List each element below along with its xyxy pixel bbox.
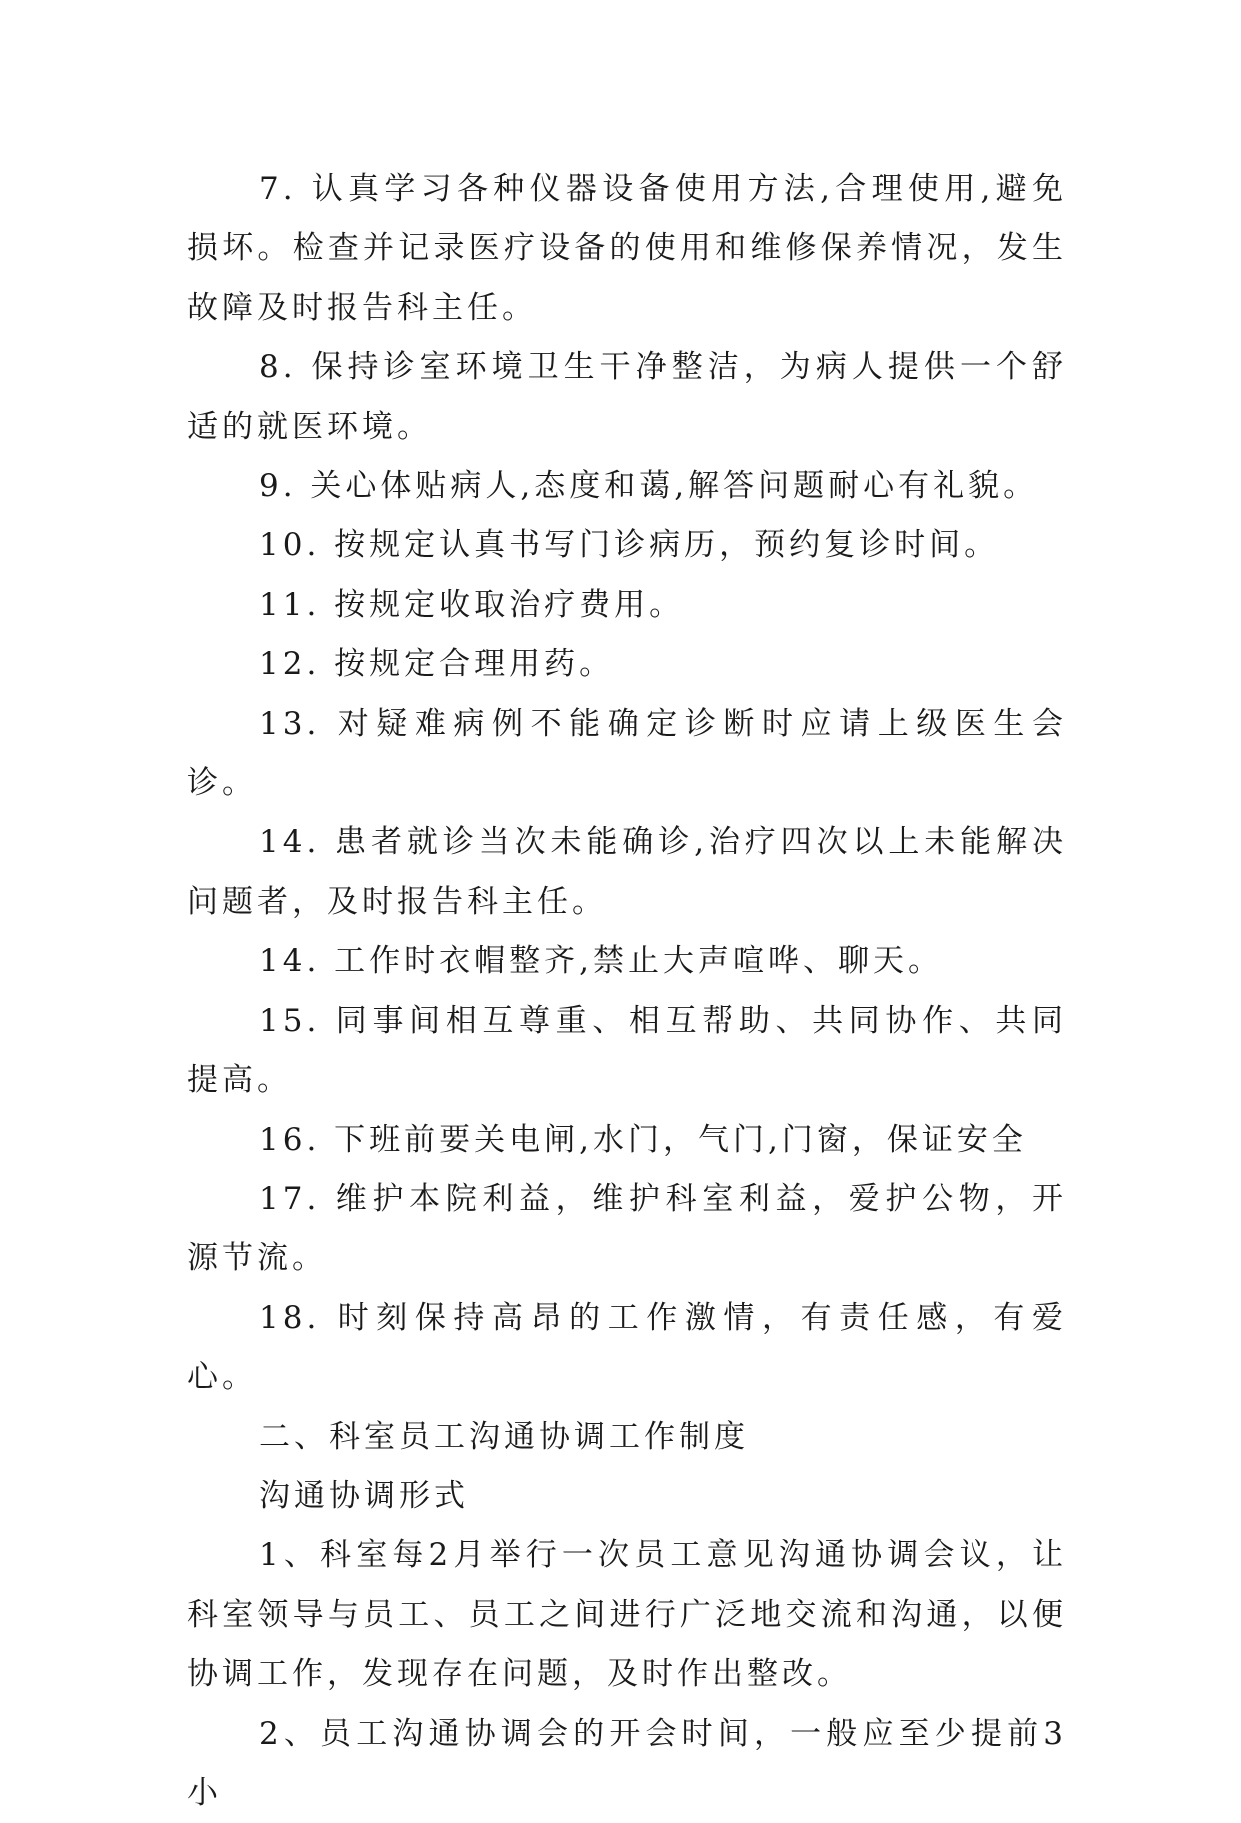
- paragraph-rule-2: 2、员工沟通协调会的开会时间，一般应至少提前3小: [187, 1715, 1067, 1811]
- paragraph-item-16: 16. 下班前要关电闸,水门，气门,门窗，保证安全: [259, 1121, 1027, 1158]
- subsection-heading: 沟通协调形式: [259, 1477, 469, 1514]
- paragraph-rule-1: 1、科室每2月举行一次员工意见沟通协调会议，让科室领导与员工、员工之间进行广泛地交流和沟通，以便协调工作，发现存在问题，及时作出整改。: [187, 1537, 1067, 1693]
- paragraph-item-7: 7. 认真学习各种仪器设备使用方法,合理使用,避免损坏。检查并记录医疗设备的使用和维修保养情况，发生故障及时报告科主任。: [187, 171, 1067, 326]
- paragraph-item-9: 9. 关心体贴病人,态度和蔼,解答问题耐心有礼貌。: [259, 468, 1039, 505]
- section-heading: 二、科室员工沟通协调工作制度: [259, 1418, 749, 1455]
- document-body: [187, 160, 1067, 1823]
- paragraph-item-12: 12. 按规定合理用药。: [259, 646, 615, 683]
- paragraph-item-8: 8. 保持诊室环境卫生干净整洁，为病人提供一个舒适的就医环境。: [187, 349, 1067, 445]
- paragraph-item-13: 13. 对疑难病例不能确定诊断时应请上级医生会诊。: [187, 705, 1067, 802]
- paragraph-item-10: 10. 按规定认真书写门诊病历，预约复诊时间。: [259, 527, 1000, 564]
- paragraph-item-15: 15. 同事间相互尊重、相互帮助、共同协作、共同提高。: [187, 1002, 1067, 1099]
- paragraph-item-14b: 14. 工作时衣帽整齐,禁止大声喧哗、聊天。: [259, 943, 944, 980]
- paragraph-item-17: 17. 维护本院利益，维护科室利益，爱护公物，开源节流。: [187, 1180, 1067, 1277]
- paragraph-item-11: 11. 按规定收取治疗费用。: [259, 586, 685, 623]
- paragraph-item-14a: 14. 患者就诊当次未能确诊,治疗四次以上未能解决问题者，及时报告科主任。: [187, 824, 1067, 920]
- paragraph-item-18: 18. 时刻保持高昂的工作激情，有责任感，有爱心。: [187, 1299, 1067, 1396]
